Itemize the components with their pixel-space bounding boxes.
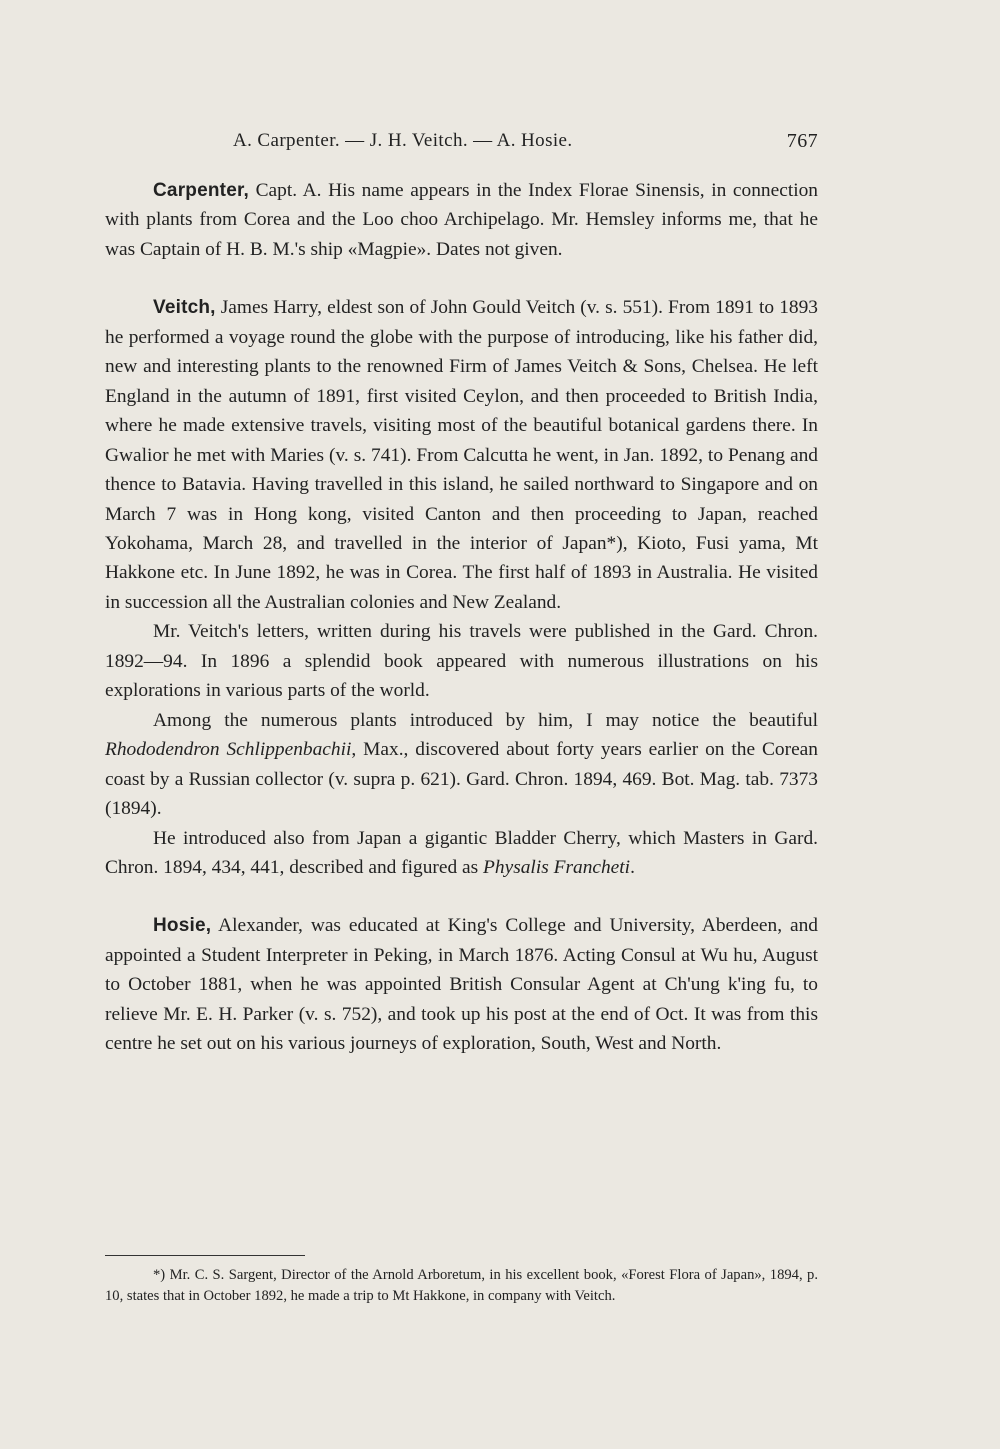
species-name: Physalis Francheti — [483, 856, 631, 878]
entry-text: . — [630, 856, 635, 878]
entry-carpenter — [105, 176, 818, 264]
entry-name: Hosie, — [153, 915, 212, 937]
entry-hosie — [105, 911, 818, 1058]
footnote: *) Mr. C. S. Sargent, Director of the Arnold Arboretum, in his excellent book, «Forest Flora of Japan», 1894, p. 10, states that in October 1892, he made a trip to Mt Hakkone, in company with Veitch. — [105, 1267, 818, 1304]
entry-paragraph — [105, 706, 818, 824]
entry-name: Carpenter, — [153, 180, 249, 201]
header-title: A. Carpenter. — J. H. Veitch. — A. Hosie. — [233, 130, 573, 151]
entry-text: , Max., discovered about forty years earlier on the Corean coast by a Russian collector (v. supra p. 621). Gard. Chron. 1894, 469. Bot. Mag. tab. 7373 (1894). — [105, 739, 818, 820]
page-number: 767 — [786, 130, 818, 152]
footnote-divider — [105, 1255, 305, 1256]
entry-text: Alexander, was educated at King's College and University, Aberdeen, and appointed a Student Interpreter in Peking, in March 1876. Acting Consul at Wu hu, August to October 1881, when he was appointed British Consular Agent at Ch'ung k'ing fu, to relieve Mr. E. H. Parker (v. s. 752), and took up his post at the end of Oct. It was from this centre he set out on his various journeys of exploration, South, West and North. — [105, 915, 818, 1055]
running-header — [105, 130, 818, 158]
entry-text: He introduced also from Japan a gigantic Bladder Cherry, which Masters in Gard. Chron. 1894, 434, 441, described and figured as — [105, 827, 818, 878]
species-name: Rhododendron Schlippenbachii — [105, 739, 352, 761]
page-body — [105, 176, 818, 1059]
entry-text: James Harry, eldest son of John Gould Veitch (v. s. 551). From 1891 to 1893 he performed a voyage round the globe with the purpose of introducing, like his father did, new and interesting plants to the renowned Firm of James Veitch & Sons, Chelsea. He left England in the autumn of 1891, first visited Ceylon, and then proceeded to British India, where he made extensive travels, visiting most of the beautiful botanical gardens there. In Gwalior he met with Maries (v. s. 741). From Calcutta he went, in Jan. 1892, to Penang and thence to Batavia. Having travelled in this island, he sailed northward to Singapore and on March 7 was in Hong kong, visited Canton and then proceeding to Japan, reached Yokohama, March 28, and travelled in the interior of Japan*), Kioto, Fusi yama, Mt Hakkone etc. In June 1892, he was in Corea. The first half of 1893 in Australia. He visited in succession all the Australian colonies and New Zealand. — [105, 297, 818, 613]
entry-veitch — [105, 293, 818, 617]
entry-paragraph: Mr. Veitch's letters, written during his travels were published in the Gard. Chron. 1892—94. In 1896 a splendid book appeared with numerous illustrations on his explorations in various parts of the world. — [105, 621, 818, 702]
entry-text: Capt. A. His name appears in the Index Florae Sinensis, in connection with plants from Corea and the Loo choo Archipelago. Mr. Hemsley informs me, that he was Captain of H. B. M.'s ship «Magpie». Dates not given. — [105, 180, 818, 260]
entry-paragraph — [105, 824, 818, 883]
entry-text: Among the numerous plants introduced by him, I may notice the beautiful — [153, 709, 818, 731]
entry-name: Veitch, — [153, 297, 216, 319]
